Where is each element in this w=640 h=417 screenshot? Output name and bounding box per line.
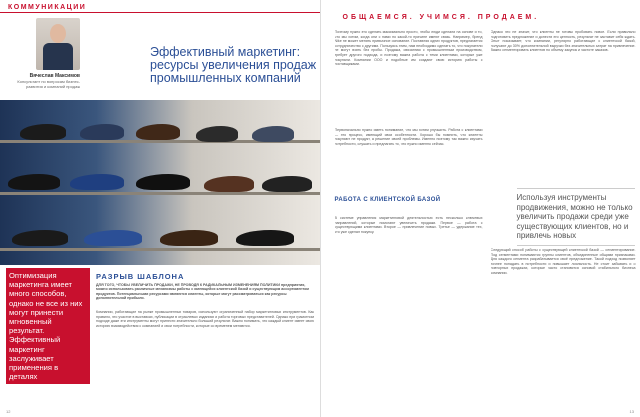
shoe bbox=[20, 124, 66, 140]
column-1-text-3: В системе управления маркетинговой деятельностью есть несколько ключевых направлений, которые помогают увеличить продажи. Первое — работа с существующими клиентами. Второе — привлечение новых. Третье — удержание тех, кто уже сделал покупку. bbox=[334, 216, 483, 234]
author-role: Консультант по вопросам бизнес-развития и компаний продаж bbox=[17, 79, 80, 89]
shoe bbox=[136, 174, 190, 190]
shoe bbox=[80, 124, 124, 140]
shoe bbox=[84, 230, 142, 246]
lead-paragraph: ДЛЯ ТОГО, ЧТОБЫ УВЕЛИЧИТЬ ПРОДАЖИ, НЕ ПРОВОДЯ К РАДИКАЛЬНЫМ ИЗМЕНЕНИЯМ ПОЛИТИКИ предприятия, можно использовать различные механизмы работы с имеющейся клиентской базой и существующим ассортиментом продуктов. Потенциальными ресурсами являются клиенты, которые могут рассматриваться как ресурсы дополнительной прибыли. bbox=[96, 283, 309, 300]
shoe bbox=[70, 174, 124, 190]
shoe bbox=[136, 124, 180, 140]
subsection-title: РАБОТА С КЛИЕНТСКОЙ БАЗОЙ bbox=[334, 197, 441, 203]
author-photo bbox=[36, 18, 80, 70]
body-text: Компании, работающие на рынке промышленных товаров, используют ограниченный набор маркетинговых инструментов. Как правило, это участие в выставках, публикации в отраслевых изданиях и работа торговых представителей. Однако при грамотном подходе даже эти инструменты могут принести значительно больший результат. Важно понимать, что каждый клиент имеет свою историю взаимодействия с компанией и свои потребности, которые со временем меняются. bbox=[96, 310, 314, 328]
column-2-text-2: Следующий способ работы с существующей клиентской базой — сегментирование. Под сегментами понимаются группы клиентов, объединенные общими признаками. Для каждого сегмента разрабатывается своё предложение. Такой подход позволяет точнее попадать в потребности и повышает лояльность. Не стоит забывать и о повторных продажах, которые часто становятся основой стабильного бизнеса компании. bbox=[490, 248, 636, 275]
header-rule bbox=[0, 12, 320, 13]
shoes-photo bbox=[0, 100, 320, 265]
right-page bbox=[320, 0, 640, 417]
shoe bbox=[8, 174, 60, 190]
shoe bbox=[12, 230, 68, 246]
author-head bbox=[50, 24, 66, 43]
section-label: КОММУНИКАЦИИ bbox=[8, 4, 87, 11]
shoe bbox=[252, 126, 294, 142]
author-body bbox=[43, 43, 73, 70]
article-title: Эффективный маркетинг: ресурсы увеличения продаж промышленных компаний bbox=[150, 45, 317, 85]
shelf-3 bbox=[0, 248, 320, 251]
quote-box: Оптимизация маркетинга имеет много способов, однако не все из них могут принести мгновенный результат. Эффективный маркетинг заслуживает применения в деталях bbox=[6, 268, 90, 384]
author-name: Вячеслав Максимов bbox=[29, 73, 80, 79]
shoe bbox=[204, 176, 254, 192]
shoe bbox=[196, 126, 238, 142]
shoe bbox=[262, 176, 312, 192]
page-number-left: 12 bbox=[6, 409, 11, 414]
page-number-right: 13 bbox=[629, 409, 634, 414]
column-2-text: Однако это не значит, что клиенты не готовы пробовать новое. Если правильно подготовить предложение и донести его ценность, результат не заставит себя ждать. Опыт показывает, что компании, регулярно работающие с клиентской базой, получают до 30% дополнительной выручки без значительных затрат на привлечение. Важно сегментировать клиентов по объему закупок и частоте заказов. bbox=[490, 30, 636, 53]
shelf-2 bbox=[0, 192, 320, 195]
shoe bbox=[236, 230, 294, 246]
section-heading: РАЗРЫВ ШАБЛОНА bbox=[96, 272, 185, 281]
right-section-label: ОБЩАЕМСЯ. УЧИМСЯ. ПРОДАЕМ. bbox=[342, 14, 540, 21]
shoe bbox=[160, 230, 218, 246]
column-1-text-2: Первоначально нужно иметь понимание, что мы хотим улучшить. Работа с клиентами — это процесс, имеющий свои особенности. Хорошо бы помнить, что клиенты покупают не продукт, а решение своей проблемы. Именно поэтому так важно изучать потребности, слушать и предлагать то, что нужно именно сейчас. bbox=[334, 128, 483, 146]
pullquote: Используя инструменты продвижения, можно не только увеличить продажи среди уже существующих клиентов, но и привлечь новых bbox=[517, 188, 635, 246]
column-1-text: Поэтому нужно это сделать максимально просто, чтобы люди сделали на основе и то, что мы хотим, когда они с нами по какой-то причине имеют связь. Например, бренд Nike не может менять привычное основание. Поставляя одних продуктов, предлагается сотрудничество с другими. Пользуясь этим, нам необходимо сделать то, что покупатели не могут взять без пробы. Продажа, связанная с промышленным производством, требует другого подхода, и поэтому важна работа с теми клиентами, которые уже покупали. Компании ООО и подобные им создают свою историю работы с поставщиками. bbox=[334, 30, 483, 67]
